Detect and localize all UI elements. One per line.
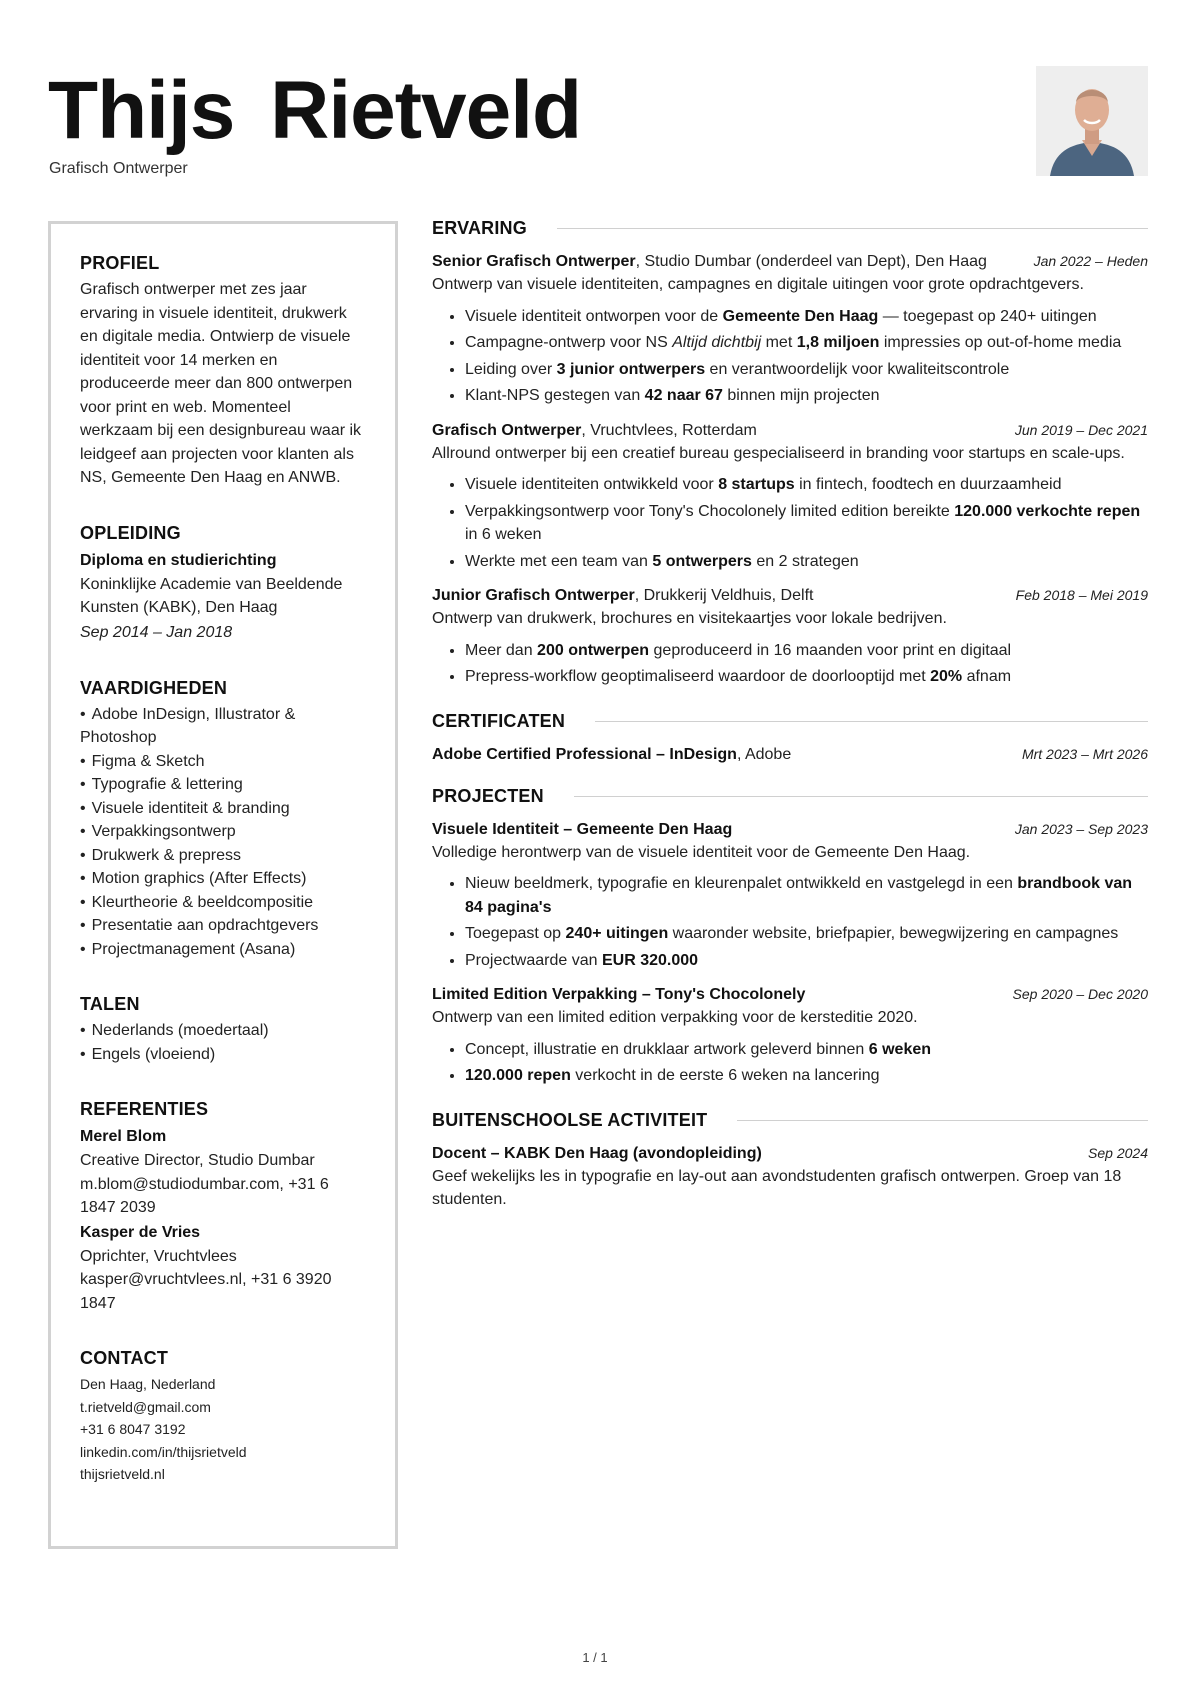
job-description: Ontwerp van visuele identiteiten, campagnes en digitale uitingen voor grote opdrachtgevers. (432, 276, 1084, 293)
experience-header (432, 218, 1148, 239)
job-entry (432, 253, 1148, 408)
project-dates: Jan 2023 – Sep 2023 (1014, 820, 1148, 837)
education-section (80, 523, 367, 645)
certificate-issuer: , Adobe (736, 745, 792, 763)
projects-header (432, 786, 1148, 807)
reference-name: Merel Blom (80, 1128, 167, 1145)
sidebar (48, 221, 398, 1549)
reference-role: Oprichter, Vruchtvlees (80, 1247, 237, 1265)
skill-item: • Kleurtheorie & beeldcompositie (80, 891, 367, 915)
contact-section (80, 1348, 367, 1486)
job-org: , Vruchtvlees, Rotterdam (581, 421, 757, 439)
job-dates: Jan 2022 – Heden (1033, 253, 1148, 269)
skill-item: • Typografie & lettering (80, 773, 367, 797)
job-dates: Jun 2019 – Dec 2021 (1014, 421, 1148, 438)
profile-section (80, 253, 367, 490)
certificates-heading: CERTIFICATEN (432, 710, 566, 731)
page-number: 1 / 1 (582, 1650, 608, 1665)
education-school: Koninklijke Academie van Beeldende Kunsten (KABK), Den Haag (80, 575, 343, 616)
profile-text: Grafisch ontwerper met zes jaar ervaring in visuele identiteit, drukwerk en digitale media. Ontwierp de visuele identiteit voor 14 merken en produceerde meer dan 800 ontwerpen voor print en web. Momenteel werkzaam bij een designbureau waar ik leidgeef aan projecten voor klanten als NS, Gemeente Den Haag en ANWB. (80, 281, 362, 486)
job-title (432, 253, 987, 271)
project-name: Limited Edition Verpakking – Tony's Chocolonely (432, 986, 806, 1003)
bullet-item: • 120.000 repen verkocht in de eerste 6 weken na lancering (465, 1064, 1148, 1088)
contact-heading: CONTACT (80, 1348, 169, 1368)
project-title (432, 986, 805, 1004)
bullet-item: • Visuele identiteiten ontwikkeld voor 8 startups in fintech, foodtech en duurzaamheid (465, 473, 1148, 497)
job-role: Senior Grafisch Ontwerper (432, 253, 636, 270)
skills-list (80, 703, 367, 962)
project-entry (432, 986, 1148, 1088)
section-divider (574, 796, 1148, 797)
experience-heading: ERVARING (432, 218, 527, 238)
bullet-item: • Verpakkingsontwerp voor Tony's Chocolonely limited edition bereikte 120.000 verkochte repen in 6 weken (465, 500, 1148, 547)
profile-heading: PROFIEL (80, 253, 160, 273)
activity-name: Docent – KABK Den Haag (avondopleiding) (432, 1144, 762, 1162)
bullet-item: • Werkte met een team van 5 ontwerpers en 2 strategen (465, 550, 1148, 574)
activity-description: Geef wekelijks les in typografie en lay-out aan avondstudenten grafisch ontwerpen. Groep van 18 studenten. (432, 1167, 1122, 1208)
skill-item: • Verpakkingsontwerp (80, 820, 367, 844)
bullet-item: • Toegepast op 240+ uitingen waaronder website, briefpapier, bewegwijzering en campagnes (465, 922, 1148, 946)
references-heading: REFERENTIES (80, 1099, 209, 1119)
job-entry (432, 422, 1148, 574)
certificate-title (432, 746, 791, 764)
contact-email[interactable]: t.rietveld@gmail.com (80, 1398, 211, 1415)
skill-item: • Visuele identiteit & branding (80, 797, 367, 821)
job-bullets (432, 305, 1148, 408)
languages-heading: TALEN (80, 994, 140, 1014)
section-divider (737, 1120, 1148, 1121)
contact-website[interactable]: thijsrietveld.nl (80, 1466, 165, 1482)
main-column (432, 218, 1148, 1226)
project-dates: Sep 2020 – Dec 2020 (1012, 986, 1148, 1002)
reference-name: Kasper de Vries (80, 1223, 201, 1241)
job-role: Grafisch Ontwerper (432, 421, 582, 439)
education-heading: OPLEIDING (80, 522, 181, 543)
language-item: • Engels (vloeiend) (80, 1043, 367, 1067)
job-title (432, 422, 757, 440)
certificate-dates: Mrt 2023 – Mrt 2026 (1021, 745, 1148, 762)
contact-phone[interactable]: +31 6 8047 3192 (80, 1421, 186, 1437)
reference-contact: m.blom@studiodumbar.com, +31 6 1847 2039 (80, 1175, 329, 1216)
activity-title (432, 1145, 762, 1163)
bullet-item: • Nieuw beeldmerk, typografie en kleurenpalet ontwikkeld en vastgelegd in een brandbook van 84 pagina's (465, 872, 1148, 919)
education-dates: Sep 2014 – Jan 2018 (80, 623, 233, 641)
section-divider (595, 721, 1148, 722)
bullet-item: • Leiding over 3 junior ontwerpers en verantwoordelijk voor kwaliteitscontrole (465, 358, 1148, 382)
certificate-name: Adobe Certified Professional – InDesign (432, 745, 737, 763)
education-degree: Diploma en studierichting (80, 551, 277, 569)
bullet-item: • Prepress-workflow geoptimaliseerd waardoor de doorlooptijd met 20% afnam (465, 665, 1148, 689)
reference-role: Creative Director, Studio Dumbar (80, 1152, 315, 1169)
bullet-item: • Concept, illustratie en drukklaar artwork geleverd binnen 6 weken (465, 1038, 1148, 1062)
skills-heading: VAARDIGHEDEN (80, 677, 228, 698)
project-description: Volledige herontwerp van de visuele identiteit voor de Gemeente Den Haag. (432, 843, 971, 861)
job-title (432, 587, 813, 605)
contact-location: Den Haag, Nederland (80, 1376, 216, 1392)
job-bullets (432, 473, 1148, 573)
languages-list (80, 1019, 367, 1066)
project-name: Visuele Identiteit – Gemeente Den Haag (432, 820, 733, 838)
profile-photo (1036, 66, 1148, 176)
reference-contact: kasper@vruchtvlees.nl, +31 6 3920 1847 (80, 1271, 332, 1312)
job-role: Junior Grafisch Ontwerper (432, 587, 635, 604)
skills-section (80, 678, 367, 962)
skill-item: • Presentatie aan opdrachtgevers (80, 914, 367, 938)
skill-item: • Figma & Sketch (80, 750, 367, 774)
job-description: Allround ontwerper bij een creatief bureau gespecialiseerd in branding voor startups en scale-ups. (432, 444, 1125, 462)
job-entry (432, 587, 1148, 689)
skill-item: • Motion graphics (After Effects) (80, 867, 367, 891)
contact-linkedin[interactable]: linkedin.com/in/thijsrietveld (80, 1443, 247, 1460)
project-title (432, 821, 732, 839)
job-org: , Studio Dumbar (onderdeel van Dept), Den Haag (635, 253, 987, 270)
job-bullets (432, 639, 1148, 689)
project-bullets (432, 1038, 1148, 1088)
project-bullets (432, 872, 1148, 972)
references-section (80, 1099, 367, 1315)
skill-item: • Drukwerk & prepress (80, 844, 367, 868)
languages-section (80, 994, 367, 1066)
bullet-item: • Campagne-ontwerp voor NS Altijd dichtbij met 1,8 miljoen impressies op out-of-home media (465, 331, 1148, 355)
bullet-item: • Visuele identiteit ontworpen voor de Gemeente Den Haag — toegepast op 240+ uitingen (465, 305, 1148, 329)
skill-item: • Projectmanagement (Asana) (80, 938, 367, 962)
section-divider (557, 228, 1148, 229)
bullet-item: • Projectwaarde van EUR 320.000 (465, 949, 1148, 973)
activity-dates: Sep 2024 (1088, 1144, 1148, 1161)
job-dates: Feb 2018 – Mei 2019 (1015, 587, 1148, 603)
bullet-item: • Klant-NPS gestegen van 42 naar 67 binnen mijn projecten (465, 384, 1148, 408)
project-description: Ontwerp van een limited edition verpakking voor de kersteditie 2020. (432, 1009, 918, 1026)
language-item: • Nederlands (moedertaal) (80, 1019, 367, 1043)
certificates-header (432, 711, 1148, 732)
bullet-item: • Meer dan 200 ontwerpen geproduceerd in 16 maanden voor print en digitaal (465, 639, 1148, 663)
activity-entry (432, 1145, 1148, 1212)
project-entry (432, 821, 1148, 973)
job-org: , Drukkerij Veldhuis, Delft (634, 587, 814, 604)
candidate-title: Grafisch Ontwerper (49, 160, 188, 177)
projects-heading: PROJECTEN (432, 785, 544, 806)
activities-header (432, 1110, 1148, 1131)
candidate-name: Thijs Rietveld (48, 65, 582, 156)
activities-heading: BUITENSCHOOLSE ACTIVITEIT (432, 1109, 708, 1130)
job-description: Ontwerp van drukwerk, brochures en visitekaartjes voor lokale bedrijven. (432, 610, 947, 627)
skill-item: • Adobe InDesign, Illustrator & Photoshop (80, 703, 367, 750)
certificate-entry (432, 746, 1148, 764)
